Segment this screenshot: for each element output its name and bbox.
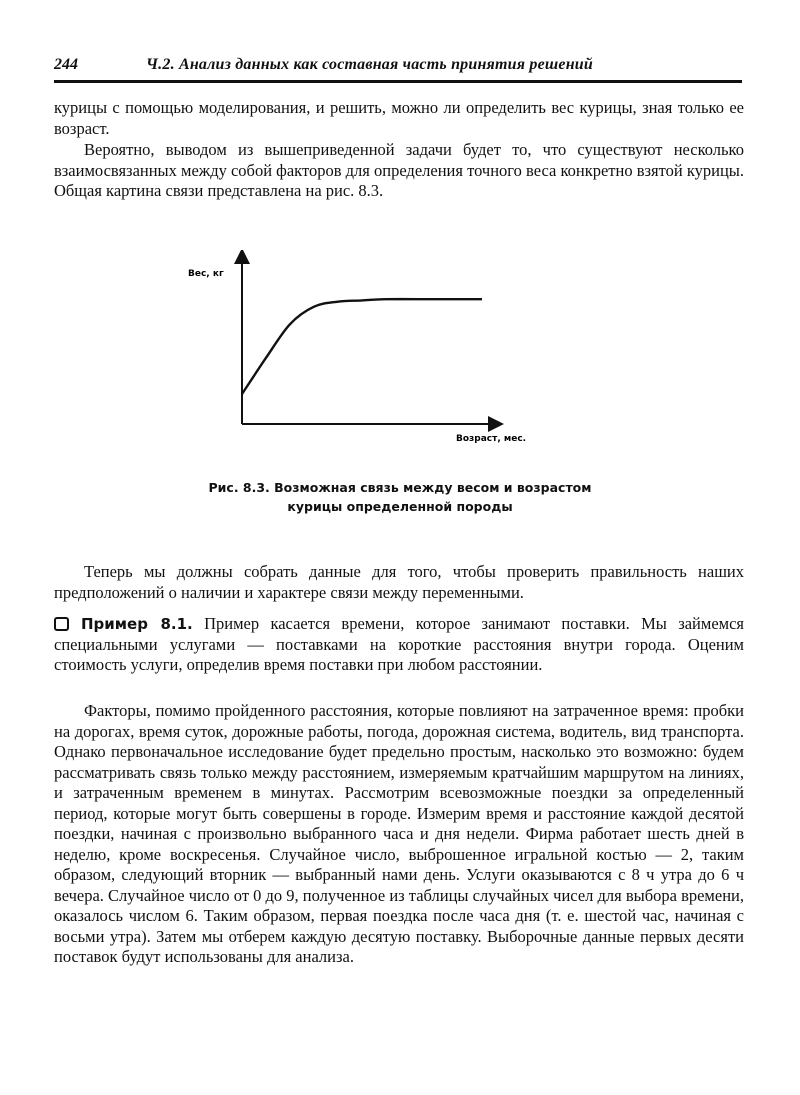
weight-curve-line [242, 299, 482, 394]
example-text: Пример касается времени, которое занимают поставки. Мы займемся специальными услугами — поставками на короткие расстояния внутри города. Оценим стоимость услуги, определив время поставки при любом расстоянии. [54, 614, 745, 674]
example-square-icon [54, 617, 69, 631]
figure-caption [160, 478, 640, 516]
paragraph-continuation: курицы с помощью моделирования, и решить, можно ли определить вес курицы, зная только ее возраст. [54, 98, 744, 138]
caption-line-2: курицы определенной породы [287, 499, 513, 514]
x-axis-label: Возраст, мес. [456, 434, 527, 444]
paragraph-data-collection: Теперь мы должны собрать данные для того, чтобы проверить правильность наших предположений о наличии и характере связи между переменными. [54, 562, 744, 602]
paragraph-conclusion: Вероятно, выводом из вышеприведенной задачи будет то, что существуют несколько взаимосвязанных между собой факторов для определения точного веса конкретно взятой курицы. Общая картина связи представлена на рис. 8.3. [54, 140, 744, 200]
weight-age-chart [180, 250, 560, 450]
paragraph-factors: Факторы, помимо пройденного расстояния, которые повлияют на затраченное время: пробки на дорогах, время суток, дорожные работы, погода, дорожная система, водитель, вид транспорта. Однако первоначальное исследование будет предельно простым, насколько это возможно: будем рассматривать связь только между расстоянием, измеряемым кратчайшим маршрутом на линиях, и затраченным временем в минутах. Рассмотрим всевозможные поездки за определенный период, которые могут быть совершены в городе. Измерим время и расстояние каждой десятой поездки, начиная с произвольно выбранного часа и дня недели. Фирма работает шесть дней в неделю, кроме воскресенья. Случайное число, выброшенное игральной костью — 2, таким образом, следующий вторник — выбранный нами день. Услуги оказываются с 8 ч утра до 6 ч вечера. Случайное число от 0 до 9, полученное из таблицы случайных чисел для выбора времени, оказалось числом 6. Таким образом, первая поездка после часа дня (т. е. шестой час, начиная с восьми утра). Затем мы отберем каждую десятую поставку. Выборочные данные первых десяти поставок будут использованы для анализа. [54, 701, 744, 966]
example-label: Пример 8.1. [81, 615, 193, 633]
page-number: 244 [54, 56, 78, 73]
y-axis-label: Вес, кг [188, 269, 224, 279]
example-block [54, 614, 744, 676]
running-title: Ч.2. Анализ данных как составная часть принятия решений [146, 56, 593, 73]
running-header [54, 54, 742, 83]
caption-line-1: Рис. 8.3. Возможная связь между весом и возрастом [208, 480, 592, 495]
